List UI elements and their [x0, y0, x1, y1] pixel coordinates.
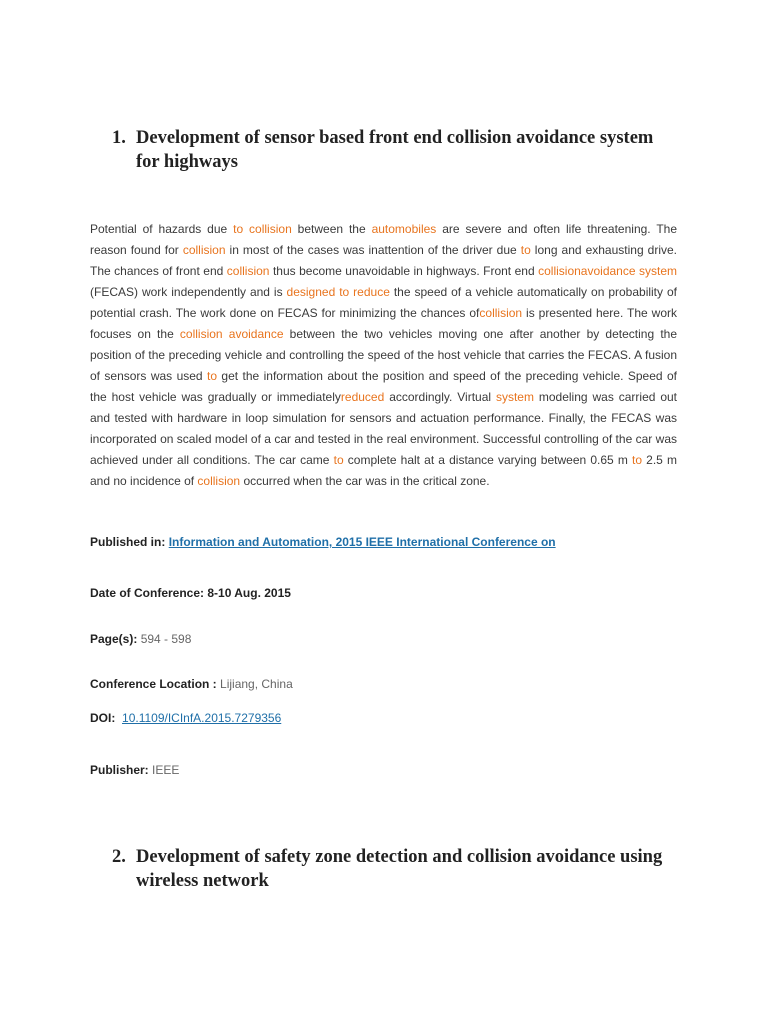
abstract-text: (FECAS) work independently and is [90, 285, 287, 299]
abstract-text: Potential of hazards due [90, 222, 234, 236]
abstract-text: complete halt at a distance varying between 0.65 m [343, 453, 632, 467]
highlighted-term: collision [479, 306, 523, 320]
conference-link[interactable]: Information and Automation, 2015 IEEE International Conference on [168, 535, 556, 549]
published-in-row [90, 534, 556, 550]
abstract-text: modeling was carried out and tested with hardware in loop simulation for sensors and actuation performance. Finally, the FECAS was incorporated on scaled model of a car and tested in the real environment. Successful controlling of the car was achieved under all conditions. The car came [90, 390, 678, 467]
article-2-title: Development of safety zone detection and collision avoidance using wireless network [136, 847, 663, 891]
abstract-text: occurred when the car was in the critical zone. [240, 474, 490, 488]
date-of-conference-label: Date of Conference: 8-10 Aug. 2015 [90, 586, 291, 600]
doi-label: DOI: [90, 711, 116, 725]
pages-row [90, 631, 191, 647]
article-1-title: Development of sensor based front end collision avoidance system for highways [136, 128, 654, 172]
abstract-text: thus become unavoidable in highways. Front end [269, 264, 539, 278]
highlighted-term: collisionavoidance system [538, 264, 677, 278]
abstract-text: in most of the cases was inattention of the driver due [225, 243, 521, 257]
highlighted-term: to [520, 243, 531, 257]
publisher-row [90, 762, 179, 778]
abstract-text: between the two vehicles moving one after another by detecting the position of the preceding vehicle and controlling the speed of the host vehicle that carries the FECAS. A fusion of sensors was used [90, 327, 677, 383]
pages-value: 594 - 598 [140, 632, 192, 646]
highlighted-term: collision [226, 264, 270, 278]
article-1-number: 1. [112, 128, 126, 148]
highlighted-term: automobiles [371, 222, 437, 236]
abstract-text: the speed of a vehicle automatically on probability of potential crash. The work done on FECAS for minimizing the chances of [90, 285, 677, 320]
highlighted-term: to [631, 453, 642, 467]
highlighted-term: collision [182, 243, 226, 257]
abstract-text: between the [291, 222, 372, 236]
highlighted-term: reduced [340, 390, 385, 404]
article-2-number: 2. [112, 847, 126, 867]
highlighted-term: designed to reduce [286, 285, 390, 299]
conference-location-row [90, 676, 293, 692]
doi-link[interactable]: 10.1109/ICInfA.2015.7279356 [122, 711, 282, 725]
article-1-heading [112, 126, 672, 174]
pages-label: Page(s): [90, 632, 138, 646]
published-in-label: Published in: [90, 535, 166, 549]
highlighted-term: system [495, 390, 534, 404]
date-of-conference-row [90, 585, 291, 601]
abstract-text: is presented here. The work focuses on the [90, 306, 678, 341]
highlighted-term: collision [197, 474, 241, 488]
highlighted-term: collision avoidance [179, 327, 284, 341]
article-1-abstract [90, 219, 677, 492]
abstract-text: 2.5 m and no incidence of [90, 453, 677, 488]
highlighted-term: to collision [233, 222, 292, 236]
publisher-label: Publisher: [90, 763, 149, 777]
doi-row [90, 710, 281, 726]
conference-location-label: Conference Location : [90, 677, 217, 691]
publisher-value: IEEE [152, 763, 180, 777]
article-2-heading [112, 845, 672, 893]
conference-location-value: Lijiang, China [220, 677, 293, 691]
abstract-text: are severe and often life threatening. The reason found for [90, 222, 678, 257]
abstract-text: long and exhausting drive. The chances of front end [90, 243, 677, 278]
highlighted-term: to [333, 453, 344, 467]
highlighted-term: to [207, 369, 218, 383]
abstract-text: accordingly. Virtual [384, 390, 496, 404]
abstract-text: get the information about the position and speed of the preceding vehicle. Speed of the host vehicle was gradually or immediately [90, 369, 677, 404]
